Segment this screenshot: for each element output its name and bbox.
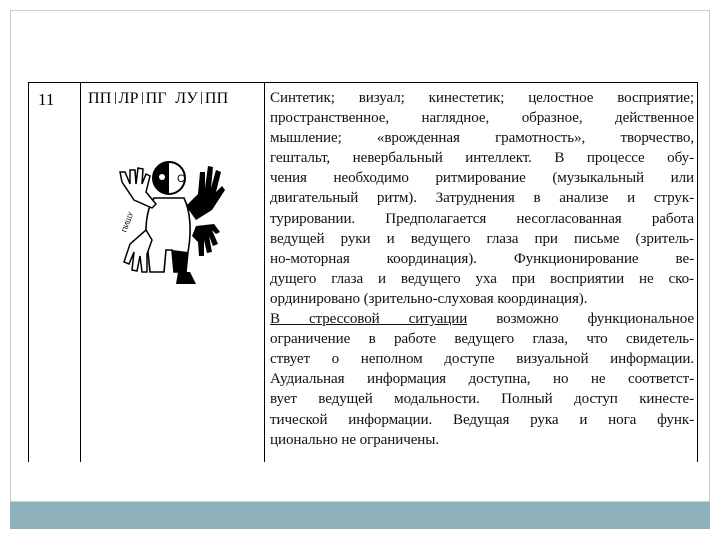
stress-line: тической информации. Ведущая рука и нога функ- [270, 411, 694, 428]
stress-heading: В стрессовой ситуации [270, 311, 468, 328]
stress-heading-line [270, 309, 694, 329]
lower-hand-dark [192, 224, 220, 256]
stress-line: ограничение в работе ведущего глаза, что свидетель- [270, 331, 694, 348]
hand-label: ПИШУ [121, 211, 136, 234]
stress-heading-rest: возможно функциональное [467, 311, 694, 328]
table-top-border [28, 82, 698, 83]
code-separator [142, 92, 143, 104]
code-leg: ПП [204, 90, 229, 107]
right-hand-dark [186, 166, 225, 220]
description-line: двигательный ритм). Затруднения в анализе и струк- [270, 190, 694, 207]
code-eyes: ПП [88, 90, 112, 107]
code-eye: ПГ [145, 90, 167, 107]
stress-line: ционально не ограничены. [270, 431, 439, 448]
description-line: дущего глаза и ведущего уха при восприятии не ско- [270, 270, 694, 287]
code-separator [201, 92, 202, 104]
table-column-divider-2 [264, 82, 265, 462]
description-line: гештальт, невербальный интеллект. В процессе обу- [270, 150, 694, 167]
right-leg-dark [172, 250, 188, 272]
eye-letter: С [177, 173, 185, 185]
left-hand-outline [120, 168, 156, 208]
description-line: мышление; «врожденная грамотность», творчество, [270, 130, 694, 147]
stress-line: Аудиальная информация доступна, но не соответст- [270, 371, 694, 388]
row-number: 11 [38, 90, 55, 109]
code-separator [115, 92, 116, 104]
left-lower-hand-outline [124, 230, 152, 272]
table-border-right [697, 82, 698, 462]
lateral-profile-codes [88, 90, 264, 108]
description-line: Синтетик; визуал; кинестетик; целостное восприятие; [270, 90, 694, 106]
left-eye [159, 174, 165, 180]
table-border-left [28, 82, 29, 462]
description-line: турировании. Предполагается несогласованная работа [270, 210, 694, 227]
description-cell [270, 88, 694, 450]
code-hand: ЛР [118, 90, 139, 107]
stress-line: вует ведущей модальности. Полный доступ кинесте- [270, 391, 694, 408]
stress-line: ствует о неполном доступе визуальной информации. [270, 351, 694, 368]
lateral-profile-figure [116, 160, 226, 290]
right-foot-dark [176, 272, 196, 284]
description-line: чения необходимо ритмирование (музыкальный или [270, 170, 694, 187]
description-line: ведущей руки и ведущего глаза при письме (зритель- [270, 230, 694, 247]
description-line: но-моторная координация). Функционирование ве- [270, 250, 694, 267]
description-line: ординировано (зрительно-слуховая координация). [270, 290, 588, 307]
slide-footer-bar [10, 502, 710, 529]
table-column-divider-1 [80, 82, 81, 462]
code-ear: ЛУ [175, 90, 198, 107]
description-line: пространственное, наглядное, образное, действенное [270, 110, 694, 127]
